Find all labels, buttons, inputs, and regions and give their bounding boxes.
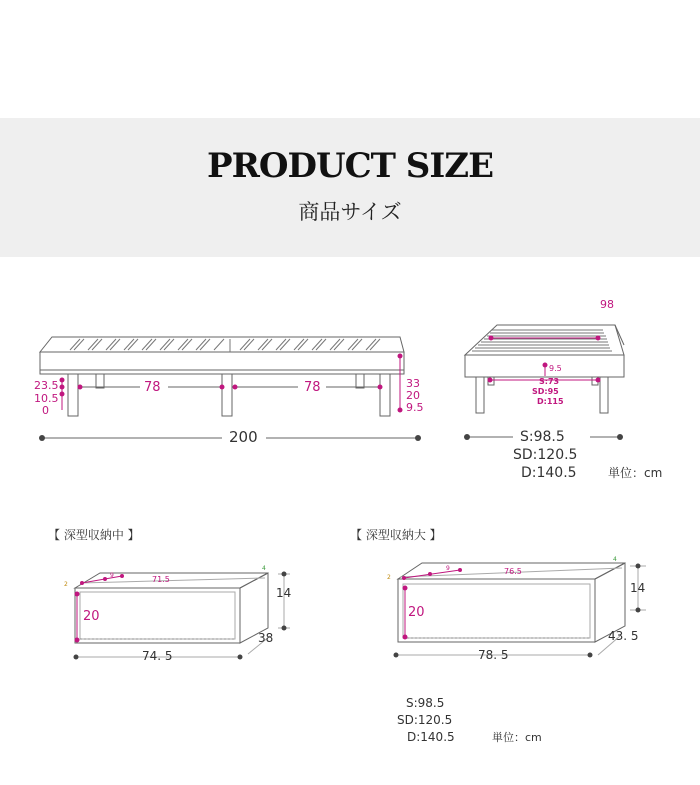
drawer-large-small-label-2: 9 — [446, 565, 450, 572]
drawer-medium-side-height-label: 14 — [276, 586, 292, 600]
side-height-label-3: 0 — [42, 404, 49, 417]
leg-span-left-label: 78 — [144, 380, 161, 395]
drawer-medium-small-label-3: 71.5 — [152, 575, 170, 584]
drawer-medium-width-label: 74. 5 — [142, 649, 173, 663]
front-leg-span-s: S:73 — [539, 377, 560, 386]
drawer-large-side-height-label: 14 — [630, 581, 646, 595]
bottom-width-d: D:140.5 — [407, 730, 455, 744]
side-height-label-2: 10.5 — [34, 392, 59, 405]
drawer-large-small-label-4: 4 — [613, 556, 617, 563]
drawer-medium-small-label-1: 2 — [64, 581, 68, 588]
drawer-medium-shape — [75, 573, 268, 643]
front-width-d: D:140.5 — [521, 465, 577, 481]
side-right-label-3: 9.5 — [406, 401, 424, 414]
bed-length-label: 200 — [229, 428, 258, 446]
bottom-width-sd: SD:120.5 — [397, 713, 453, 727]
drawer-medium-title: 【 深型収納中 】 — [48, 528, 140, 542]
page-subtitle: 商品サイズ — [298, 200, 402, 224]
drawer-medium-small-label-4: 4 — [262, 565, 266, 572]
side-right-label-1: 33 — [406, 377, 420, 390]
drawer-medium-depth-label: 38 — [258, 631, 274, 645]
front-unit-label: 単位：cm — [608, 466, 663, 480]
drawer-large-small-label-1: 2 — [387, 574, 391, 581]
front-leg-span-d: D:115 — [537, 397, 564, 406]
leg-span-right-label: 78 — [304, 380, 321, 395]
side-right-label-2: 20 — [406, 389, 420, 402]
front-inner-height-label: 9.5 — [549, 364, 562, 373]
front-top-width-label: 98 — [600, 298, 614, 311]
drawer-large-depth-label: 43. 5 — [608, 629, 639, 643]
bottom-unit-label: 単位：cm — [492, 731, 542, 744]
drawer-medium-small-label-2: 9 — [110, 572, 114, 579]
drawer-large-height-label: 20 — [408, 605, 425, 620]
side-height-label-1: 23.5 — [34, 379, 59, 392]
side-view-bed — [40, 337, 404, 416]
drawer-large-width-label: 78. 5 — [478, 648, 509, 662]
drawer-medium-height-label: 20 — [83, 609, 100, 624]
front-width-s: S:98.5 — [520, 429, 565, 445]
front-leg-span-sd: SD:95 — [532, 387, 559, 396]
front-width-sd: SD:120.5 — [513, 447, 578, 463]
page-title: PRODUCT SIZE — [207, 146, 493, 186]
bottom-width-s: S:98.5 — [406, 696, 445, 710]
drawer-large-title: 【 深型収納大 】 — [350, 528, 442, 542]
drawer-large-small-label-3: 76.5 — [504, 567, 522, 576]
